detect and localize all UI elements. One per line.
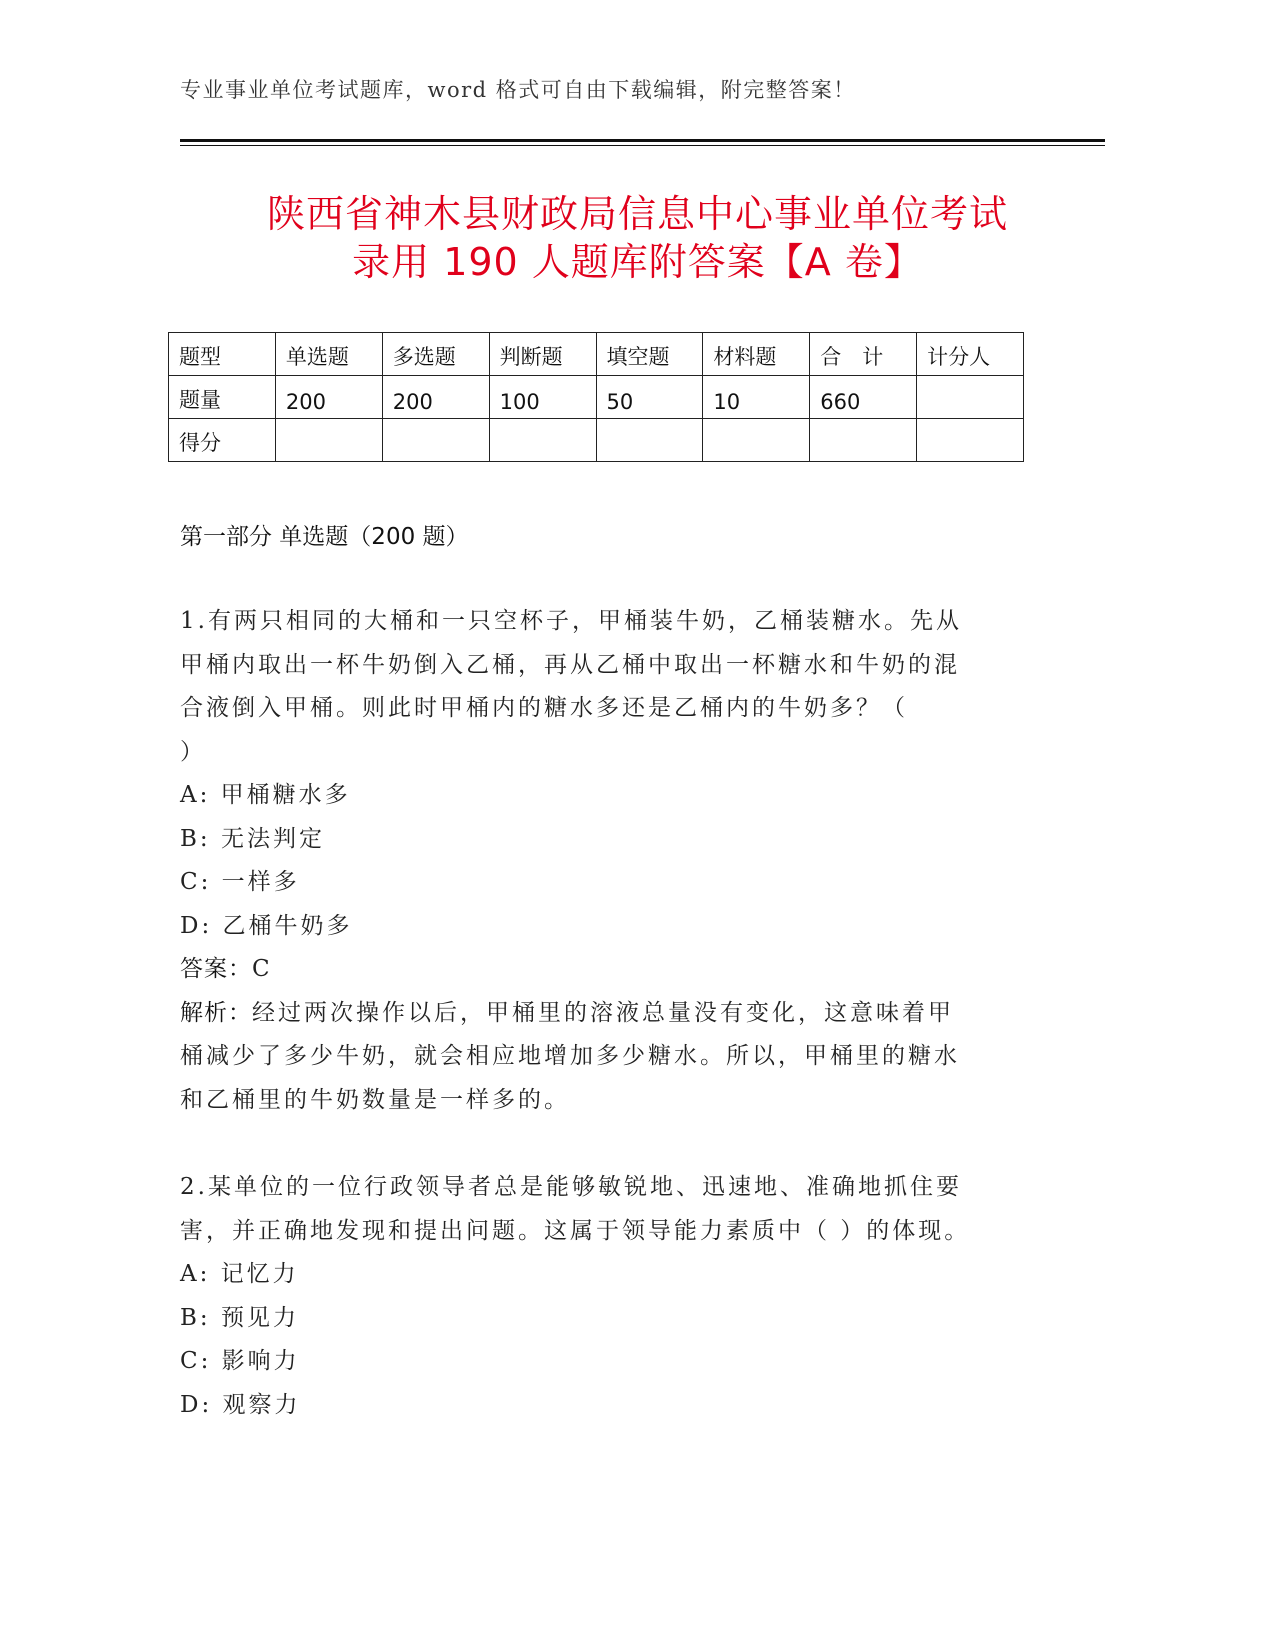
table-cell: 材料题	[703, 333, 810, 376]
question-2	[180, 1166, 1020, 1427]
analysis-label: 解析：	[180, 999, 252, 1026]
title-line-2: 录用 190 人题库附答案【A 卷】	[352, 240, 923, 284]
table-cell[interactable]	[917, 419, 1024, 462]
table-cell: 100	[489, 376, 596, 419]
option-c: C: 一样多	[180, 869, 300, 895]
option-b: B: 无法判定	[180, 825, 325, 852]
question-stem-line: ）	[180, 738, 206, 765]
answer-value: C	[252, 956, 273, 982]
table-cell	[917, 376, 1024, 419]
table-cell: 50	[596, 376, 703, 419]
analysis-line: 和乙桶里的牛奶数量是一样多的。	[180, 1086, 570, 1113]
table-cell: 10	[703, 376, 810, 419]
question-stem-line: 1.有两只相同的大桶和一只空杯子，甲桶装牛奶，乙桶装糖水。先从	[180, 608, 962, 634]
score-table-count-row	[169, 376, 1024, 419]
analysis-text: 经过两次操作以后，甲桶里的溶液总量没有变化，这意味着甲	[252, 999, 954, 1026]
score-table-header-row	[169, 333, 1024, 376]
table-cell: 得分	[169, 419, 276, 462]
table-cell: 200	[275, 376, 382, 419]
header-rule-thick	[180, 139, 1105, 142]
table-cell: 单选题	[275, 333, 382, 376]
question-stem-line: 害，并正确地发现和提出问题。这属于领导能力素质中（ ）的体现。	[180, 1217, 971, 1244]
table-cell: 多选题	[382, 333, 489, 376]
table-cell: 计分人	[917, 333, 1024, 376]
score-table-score-row	[169, 419, 1024, 462]
option-b: B: 预见力	[180, 1304, 299, 1331]
table-cell: 660	[810, 376, 917, 419]
question-stem-line: 2.某单位的一位行政领导者总是能够敏锐地、迅速地、准确地抓住要	[180, 1174, 962, 1200]
table-cell[interactable]	[275, 419, 382, 462]
table-cell: 题型	[169, 333, 276, 376]
question-stem-line: 合液倒入甲桶。则此时甲桶内的糖水多还是乙桶内的牛奶多？（	[180, 695, 908, 721]
table-cell: 题量	[169, 376, 276, 419]
table-cell: 填空题	[596, 333, 703, 376]
score-table	[168, 332, 1024, 462]
spacer	[180, 1122, 1020, 1166]
answer-label: 答案：	[180, 956, 252, 982]
section-title: 第一部分 单选题（200 题）	[180, 524, 469, 550]
header-note: 专业事业单位考试题库，word 格式可自由下载编辑，附完整答案！	[180, 78, 856, 102]
header-rule-thin	[180, 145, 1105, 146]
option-c: C: 影响力	[180, 1348, 300, 1374]
option-d: D: 乙桶牛奶多	[180, 912, 353, 939]
question-list	[180, 600, 1020, 1427]
analysis-line: 桶减少了多少牛奶，就会相应地增加多少糖水。所以，甲桶里的糖水	[180, 1043, 960, 1069]
table-cell[interactable]	[596, 419, 703, 462]
table-cell[interactable]	[810, 419, 917, 462]
answer-line	[180, 948, 1020, 992]
table-cell[interactable]	[382, 419, 489, 462]
table-cell: 200	[382, 376, 489, 419]
title-line-1: 陕西省神木县财政局信息中心事业单位考试	[266, 192, 1008, 236]
option-a: A: 记忆力	[180, 1261, 299, 1287]
option-a: A: 甲桶糖水多	[180, 782, 351, 808]
question-1	[180, 600, 1020, 1122]
question-stem-line: 甲桶内取出一杯牛奶倒入乙桶，再从乙桶中取出一杯糖水和牛奶的混	[180, 651, 960, 678]
table-cell[interactable]	[489, 419, 596, 462]
document-title	[150, 190, 1125, 286]
table-cell: 合 计	[810, 333, 917, 376]
option-d: D: 观察力	[180, 1391, 301, 1418]
analysis-line	[180, 992, 1020, 1036]
table-cell[interactable]	[703, 419, 810, 462]
table-cell: 判断题	[489, 333, 596, 376]
